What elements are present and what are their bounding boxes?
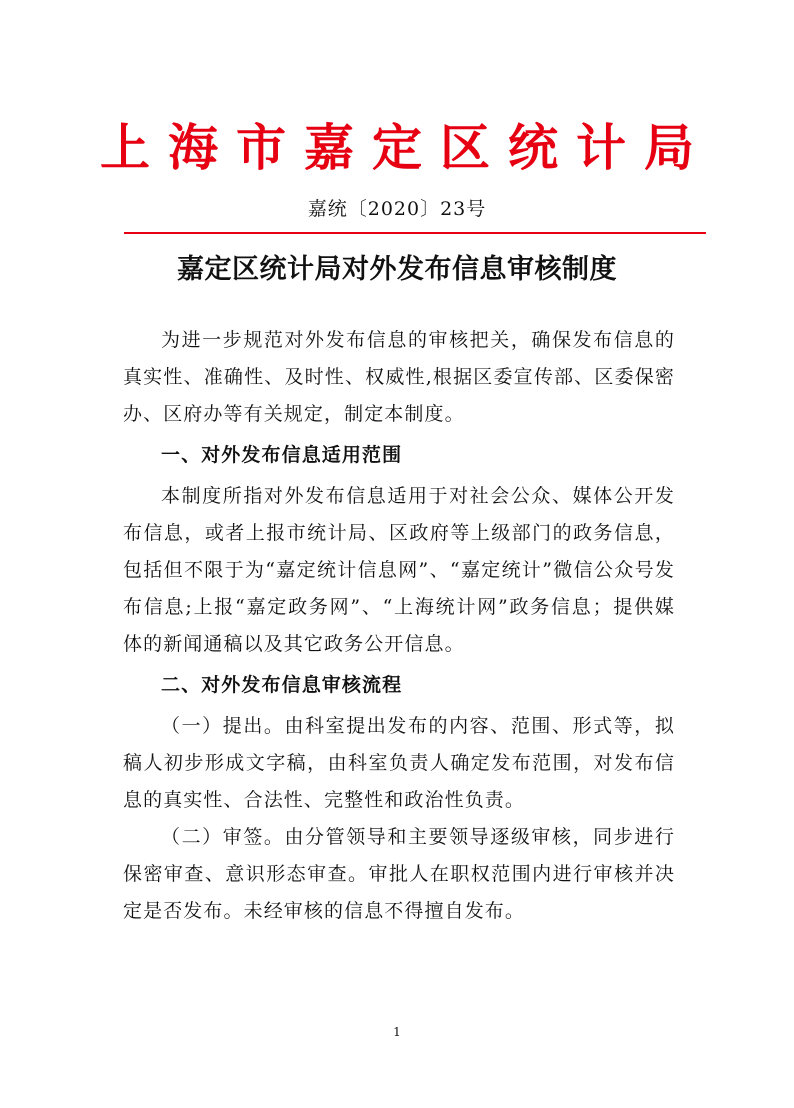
section-2-item-1: （一）提出。由科室提出发布的内容、范围、形式等，拟稿人初步形成文字稿，由科室负责人确定发布范围，对发布信息的真实性、合法性、完整性和政治性负责。 (123, 715, 675, 811)
document-body (123, 322, 675, 930)
organization-header: 上海市嘉定区统计局 (100, 118, 712, 177)
document-title: 嘉定区统计局对外发布信息审核制度 (177, 254, 617, 285)
page-number: 1 (393, 1025, 401, 1039)
intro-paragraph: 为进一步规范对外发布信息的审核把关，确保发布信息的真实性、准确性、及时性、权威性,根据区委宣传部、区委保密办、区府办等有关规定，制定本制度。 (123, 329, 675, 425)
section-2-heading: 二、对外发布信息审核流程 (161, 674, 403, 696)
document-number: 嘉统〔2020〕23号 (307, 198, 487, 220)
section-1-paragraph: 本制度所指对外发布信息适用于对社会公众、媒体公开发布信息，或者上报市统计局、区政府等上级部门的政务信息，包括但不限于为“嘉定统计信息网”、“嘉定统计”微信公众号发布信息;上报“嘉定政务网”、“上海统计网”政务信息；提供媒体的新闻通稿以及其它政务公开信息。 (123, 485, 675, 655)
red-divider-line (124, 232, 706, 234)
section-1-heading: 一、对外发布信息适用范围 (161, 444, 403, 466)
section-2-item-2: （二）审签。由分管领导和主要领导逐级审核，同步进行保密审查、意识形态审查。审批人在职权范围内进行审核并决定是否发布。未经审核的信息不得擅自发布。 (123, 826, 675, 922)
